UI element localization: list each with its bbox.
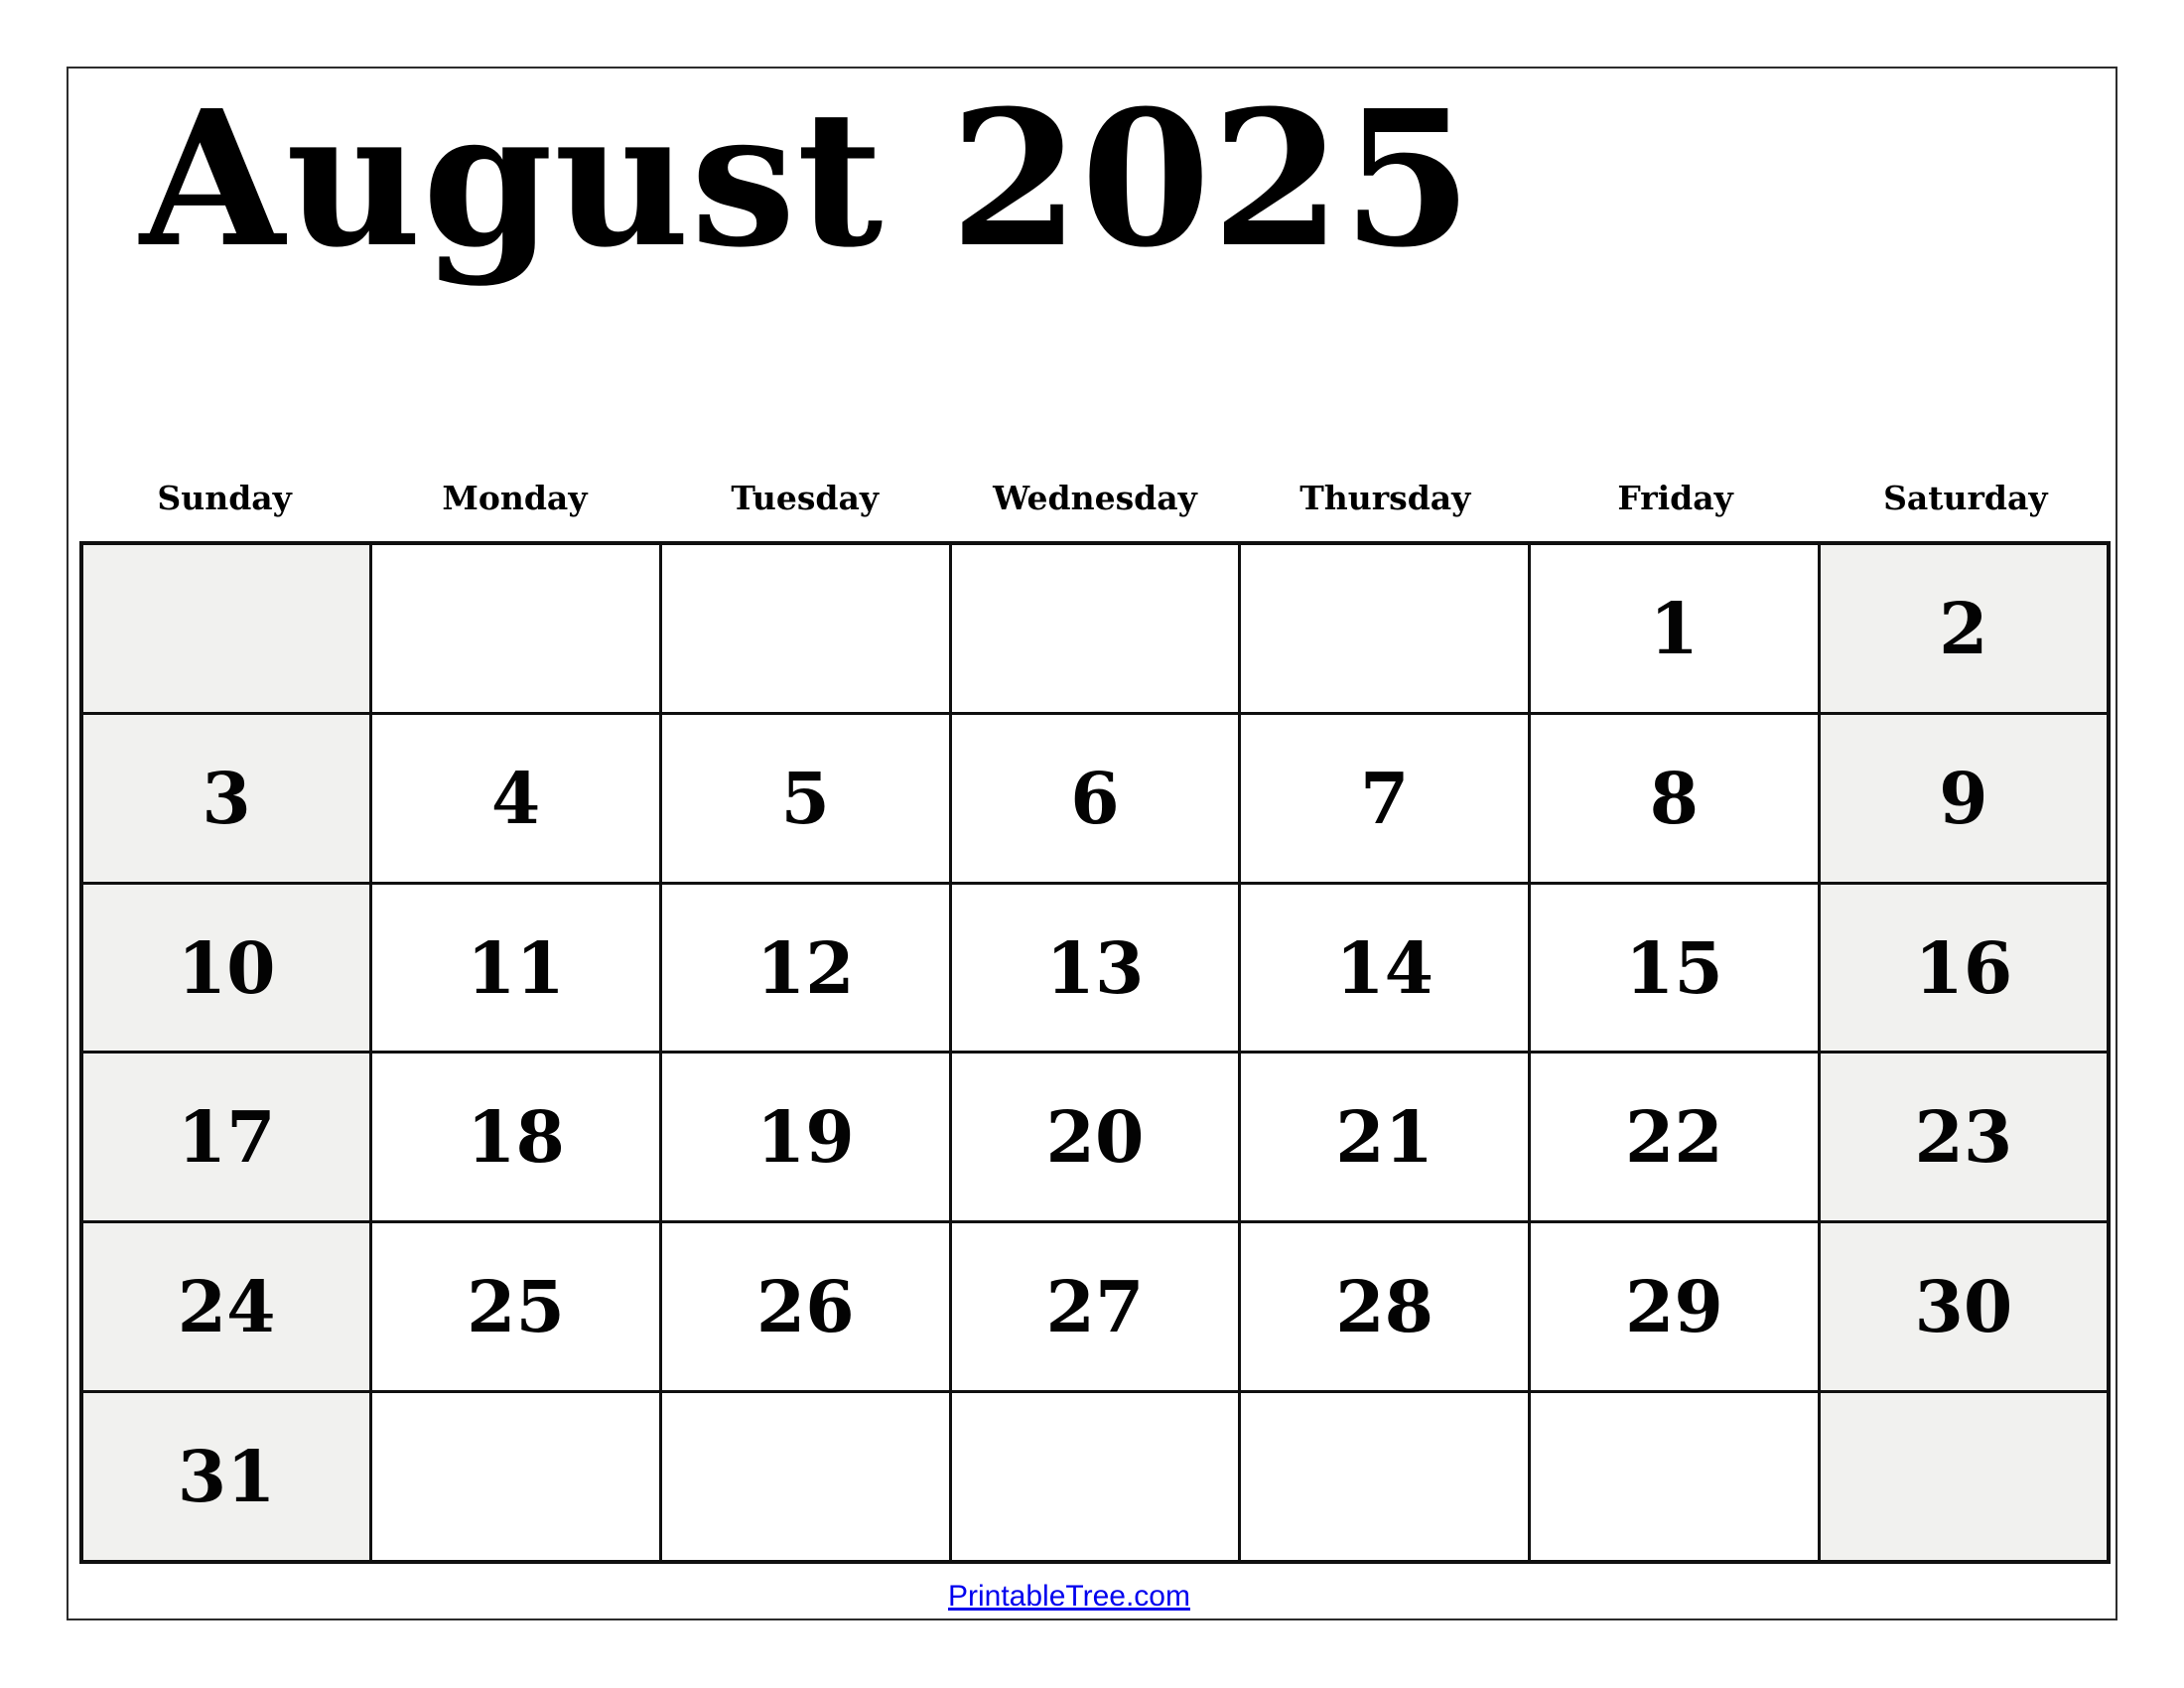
day-cell-empty xyxy=(660,1391,950,1562)
day-cell-13: 13 xyxy=(950,883,1240,1053)
day-cell-29: 29 xyxy=(1530,1222,1820,1392)
day-cell-18: 18 xyxy=(371,1053,661,1222)
printabletree-link[interactable]: PrintableTree.com xyxy=(948,1580,1190,1613)
day-cell-10: 10 xyxy=(81,883,371,1053)
day-cell-3: 3 xyxy=(81,714,371,884)
day-cell-empty xyxy=(1530,1391,1820,1562)
weekday-label-friday: Friday xyxy=(1617,478,1733,517)
week-row xyxy=(81,1222,2109,1392)
calendar-grid xyxy=(79,541,2111,1564)
day-cell-2: 2 xyxy=(1819,543,2109,714)
day-cell-27: 27 xyxy=(950,1222,1240,1392)
footer xyxy=(68,1580,2070,1614)
day-cell-empty xyxy=(950,1391,1240,1562)
weekday-label-tuesday: Tuesday xyxy=(731,478,880,517)
day-cell-empty xyxy=(371,543,661,714)
day-cell-empty xyxy=(371,1391,661,1562)
weekday-label-wednesday: Wednesday xyxy=(993,478,1197,517)
day-cell-16: 16 xyxy=(1819,883,2109,1053)
day-cell-empty xyxy=(1819,1391,2109,1562)
day-cell-5: 5 xyxy=(660,714,950,884)
day-cell-26: 26 xyxy=(660,1222,950,1392)
day-cell-11: 11 xyxy=(371,883,661,1053)
weekday-header-row xyxy=(79,454,2111,541)
day-cell-17: 17 xyxy=(81,1053,371,1222)
day-cell-15: 15 xyxy=(1530,883,1820,1053)
day-cell-20: 20 xyxy=(950,1053,1240,1222)
day-cell-empty xyxy=(950,543,1240,714)
day-cell-14: 14 xyxy=(1240,883,1530,1053)
calendar-page xyxy=(67,67,2117,1620)
weekday-label-monday: Monday xyxy=(442,478,588,517)
day-cell-8: 8 xyxy=(1530,714,1820,884)
day-cell-empty xyxy=(1240,1391,1530,1562)
weekday-label-thursday: Thursday xyxy=(1299,478,1471,517)
day-cell-22: 22 xyxy=(1530,1053,1820,1222)
week-row xyxy=(81,883,2109,1053)
day-cell-empty xyxy=(81,543,371,714)
day-cell-23: 23 xyxy=(1819,1053,2109,1222)
day-cell-31: 31 xyxy=(81,1391,371,1562)
day-cell-7: 7 xyxy=(1240,714,1530,884)
day-cell-21: 21 xyxy=(1240,1053,1530,1222)
week-row xyxy=(81,1053,2109,1222)
day-cell-empty xyxy=(660,543,950,714)
day-cell-empty xyxy=(1240,543,1530,714)
week-row xyxy=(81,714,2109,884)
day-cell-30: 30 xyxy=(1819,1222,2109,1392)
day-cell-12: 12 xyxy=(660,883,950,1053)
week-row xyxy=(81,1391,2109,1562)
day-cell-24: 24 xyxy=(81,1222,371,1392)
day-cell-6: 6 xyxy=(950,714,1240,884)
day-cell-28: 28 xyxy=(1240,1222,1530,1392)
day-cell-9: 9 xyxy=(1819,714,2109,884)
weekday-label-sunday: Sunday xyxy=(157,478,292,517)
day-cell-4: 4 xyxy=(371,714,661,884)
weekday-label-saturday: Saturday xyxy=(1883,478,2048,517)
week-row xyxy=(81,543,2109,714)
day-cell-1: 1 xyxy=(1530,543,1820,714)
day-cell-25: 25 xyxy=(371,1222,661,1392)
day-cell-19: 19 xyxy=(660,1053,950,1222)
page-title: August 2025 xyxy=(140,70,1474,289)
